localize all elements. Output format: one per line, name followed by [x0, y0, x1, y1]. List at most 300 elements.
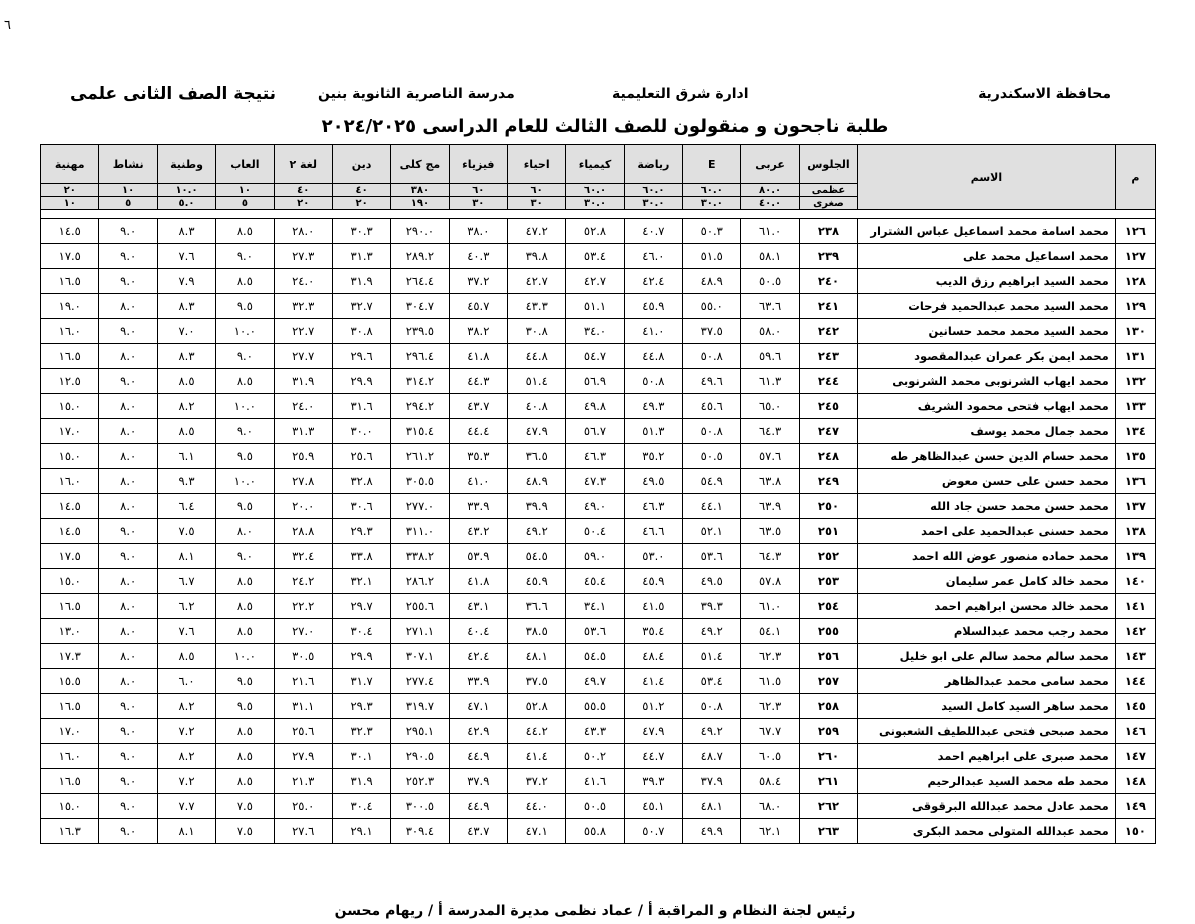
seat-number-cell: ٢٥٦ [799, 644, 857, 669]
score-cell: ٣١٤.٢ [391, 369, 449, 394]
score-cell: ٤٧.١ [507, 819, 565, 844]
seat-number-cell: ٢٤٢ [799, 319, 857, 344]
score-cell: ٨.٥ [216, 769, 274, 794]
row-index-cell: ١٤٨ [1115, 769, 1155, 794]
score-cell: ٦٥.٠ [741, 394, 799, 419]
score-cell: ٤٧.٩ [507, 419, 565, 444]
row-index-cell: ١٢٩ [1115, 294, 1155, 319]
student-name-cell: محمد جمال محمد يوسف [858, 419, 1116, 444]
score-cell: ٤٤.٣ [449, 369, 507, 394]
student-name-cell: محمد السيد محمد محمد حسانين [858, 319, 1116, 344]
score-cell: ١٧.٠ [41, 419, 99, 444]
score-cell: ٧.٦ [157, 619, 215, 644]
score-cell: ٤٨.٩ [507, 469, 565, 494]
score-cell: ٦٢.٣ [741, 644, 799, 669]
score-cell: ٢٨٩.٢ [391, 244, 449, 269]
score-cell: ٢٢.٧ [274, 319, 332, 344]
score-cell: ٨.٠ [216, 519, 274, 544]
score-cell: ٧.٦ [157, 244, 215, 269]
score-cell: ١٦.٣ [41, 819, 99, 844]
score-cell: ٨.٠ [99, 594, 157, 619]
score-cell: ٤٤.٨ [624, 344, 682, 369]
score-cell: ٤٣.٣ [507, 294, 565, 319]
student-name-cell: محمد عبدالله المتولى محمد البكرى [858, 819, 1116, 844]
score-cell: ١٤.٥ [41, 519, 99, 544]
score-cell: ٤٥.١ [624, 794, 682, 819]
student-name-cell: محمد السيد ابراهيم رزق الديب [858, 269, 1116, 294]
score-cell: ٤٩.٩ [683, 819, 741, 844]
score-cell: ١٧.٠ [41, 719, 99, 744]
score-cell: ٨.٢ [157, 694, 215, 719]
col-header-seat: الجلوس [799, 145, 857, 184]
score-cell: ٩.٠ [99, 544, 157, 569]
table-row [41, 494, 1156, 519]
score-cell: ٥٩.٦ [741, 344, 799, 369]
score-cell: ٥٢.١ [683, 519, 741, 544]
score-cell: ٢٩.٩ [332, 369, 390, 394]
score-cell: ٤٤.٨ [507, 344, 565, 369]
score-cell: ٤٩.٧ [566, 669, 624, 694]
score-cell: ٨.١ [157, 544, 215, 569]
score-cell: ١٧.٣ [41, 644, 99, 669]
max-score-cell: ٦٠.٠ [683, 184, 741, 197]
student-name-cell: محمد حسنى عبدالحميد على احمد [858, 519, 1116, 544]
score-cell: ٣١.٩ [332, 269, 390, 294]
score-cell: ٥٠.٥ [683, 444, 741, 469]
score-cell: ٩.٠ [216, 244, 274, 269]
score-cell: ٢٩.٦ [332, 344, 390, 369]
max-score-cell: ٨٠.٠ [741, 184, 799, 197]
score-cell: ٣٠٥.٥ [391, 469, 449, 494]
score-cell: ٢٢.٢ [274, 594, 332, 619]
score-cell: ٨.٠ [99, 569, 157, 594]
score-cell: ٥٠.٧ [624, 819, 682, 844]
governorate-label: محافظة الاسكندرية [978, 86, 1111, 102]
seat-number-cell: ٢٥٤ [799, 594, 857, 619]
score-cell: ١٧.٥ [41, 544, 99, 569]
score-cell: ٦٤.٣ [741, 544, 799, 569]
row-index-cell: ١٢٦ [1115, 219, 1155, 244]
score-cell: ٢٨.٨ [274, 519, 332, 544]
score-cell: ٤٨.٤ [624, 644, 682, 669]
student-name-cell: محمد حماده منصور عوض الله احمد [858, 544, 1116, 569]
score-cell: ٣٢.١ [332, 569, 390, 594]
score-cell: ٩.٥ [216, 294, 274, 319]
score-cell: ٨.٣ [157, 344, 215, 369]
score-cell: ٥٠.٣ [683, 219, 741, 244]
score-cell: ٢٥.٩ [274, 444, 332, 469]
score-cell: ٣٢.٣ [332, 719, 390, 744]
score-cell: ٥١.٤ [683, 644, 741, 669]
score-cell: ٦٢.١ [741, 819, 799, 844]
score-cell: ٤٧.٣ [566, 469, 624, 494]
score-cell: ٣٢.٣ [274, 294, 332, 319]
min-score-cell: ٣٠ [449, 197, 507, 210]
col-header-chemistry: كيمياء [566, 145, 624, 184]
min-score-cell: ٥ [99, 197, 157, 210]
score-cell: ٢٩٠.٥ [391, 744, 449, 769]
score-cell: ٣٢.٤ [274, 544, 332, 569]
col-header-index: م [1115, 145, 1155, 210]
score-cell: ٤٥.٧ [449, 294, 507, 319]
student-name-cell: محمد سامى محمد عبدالظاهر [858, 669, 1116, 694]
score-cell: ٤٣.٧ [449, 819, 507, 844]
score-cell: ٤١.٥ [624, 594, 682, 619]
score-cell: ٤٩.٥ [683, 569, 741, 594]
score-cell: ٨.٥ [216, 219, 274, 244]
score-cell: ٢٩.٩ [332, 644, 390, 669]
seat-number-cell: ٢٥١ [799, 519, 857, 544]
table-row [41, 294, 1156, 319]
min-score-cell: ٣٠ [507, 197, 565, 210]
score-cell: ٦٣.٦ [741, 294, 799, 319]
score-cell: ٣١١.٠ [391, 519, 449, 544]
score-cell: ٧.٠ [157, 319, 215, 344]
seat-number-cell: ٢٣٨ [799, 219, 857, 244]
score-cell: ٩.٥ [216, 694, 274, 719]
row-index-cell: ١٣٦ [1115, 469, 1155, 494]
score-cell: ٨.٥ [216, 569, 274, 594]
score-cell: ٤٩.٦ [683, 369, 741, 394]
table-row [41, 694, 1156, 719]
seat-number-cell: ٢٤٠ [799, 269, 857, 294]
row-index-cell: ١٢٧ [1115, 244, 1155, 269]
score-cell: ٣٠.٤ [332, 619, 390, 644]
score-cell: ٥٠.٨ [683, 344, 741, 369]
row-index-cell: ١٢٨ [1115, 269, 1155, 294]
score-cell: ٤٩.٢ [683, 619, 741, 644]
score-cell: ٧.٥ [157, 519, 215, 544]
score-cell: ١٤.٥ [41, 219, 99, 244]
score-cell: ٤٩.٨ [566, 394, 624, 419]
score-cell: ١٤.٥ [41, 494, 99, 519]
score-cell: ٦.٧ [157, 569, 215, 594]
score-cell: ٣٠٧.١ [391, 644, 449, 669]
score-cell: ٨.٠ [99, 619, 157, 644]
score-cell: ٢٧١.١ [391, 619, 449, 644]
score-cell: ٣٠٤.٧ [391, 294, 449, 319]
score-cell: ٣٤.١ [566, 594, 624, 619]
row-index-cell: ١٣٥ [1115, 444, 1155, 469]
score-cell: ٢٧٧.٠ [391, 494, 449, 519]
table-row [41, 519, 1156, 544]
score-cell: ٢٩.٣ [332, 519, 390, 544]
score-cell: ٤٧.٢ [507, 219, 565, 244]
score-cell: ٢٧.٣ [274, 244, 332, 269]
score-cell: ٩.٠ [99, 269, 157, 294]
score-cell: ٩.٠ [99, 319, 157, 344]
score-cell: ٥٠.٨ [683, 419, 741, 444]
score-cell: ٤٢.٩ [449, 719, 507, 744]
student-name-cell: محمد صبرى على ابراهيم احمد [858, 744, 1116, 769]
score-cell: ٢٥.٦ [274, 719, 332, 744]
score-cell: ٥٧.٦ [741, 444, 799, 469]
score-cell: ٥٣.٦ [683, 544, 741, 569]
score-cell: ٢٦٤.٤ [391, 269, 449, 294]
col-header-biology: احياء [507, 145, 565, 184]
score-cell: ٣٢.٨ [332, 469, 390, 494]
min-label: صغرى [799, 197, 857, 210]
score-cell: ٣٠.٤ [332, 794, 390, 819]
score-cell: ٨.٢ [157, 394, 215, 419]
score-cell: ٣٠٠.٥ [391, 794, 449, 819]
score-cell: ٢٥٢.٣ [391, 769, 449, 794]
student-name-cell: محمد سالم محمد سالم على ابو خليل [858, 644, 1116, 669]
score-cell: ٩.٣ [157, 469, 215, 494]
score-cell: ٤١.٤ [624, 669, 682, 694]
max-score-cell: ٦٠.٠ [566, 184, 624, 197]
score-cell: ٤٠.٣ [449, 244, 507, 269]
row-index-cell: ١٣٤ [1115, 419, 1155, 444]
score-cell: ٢٧.٠ [274, 619, 332, 644]
score-cell: ٥٠.٥ [741, 269, 799, 294]
score-cell: ٥٢.٨ [507, 694, 565, 719]
row-index-cell: ١٥٠ [1115, 819, 1155, 844]
score-cell: ٤٧.١ [449, 694, 507, 719]
score-cell: ٦٨.٠ [741, 794, 799, 819]
min-score-cell: ٣٠.٠ [683, 197, 741, 210]
table-row [41, 819, 1156, 844]
administration-label: ادارة شرق التعليمية [612, 86, 749, 102]
score-cell: ٥٧.٨ [741, 569, 799, 594]
score-cell: ٩.٠ [99, 719, 157, 744]
score-cell: ٩.٠ [99, 769, 157, 794]
col-header-math: رياضة [624, 145, 682, 184]
score-cell: ١٥.٠ [41, 569, 99, 594]
score-cell: ٦١.٠ [741, 219, 799, 244]
score-cell: ٣٠.٨ [507, 319, 565, 344]
score-cell: ٨.٠ [99, 419, 157, 444]
score-cell: ٣٧.٥ [683, 319, 741, 344]
score-cell: ٣٨.٠ [449, 219, 507, 244]
col-header-arabic: عربى [741, 145, 799, 184]
score-cell: ٨.٥ [216, 744, 274, 769]
score-cell: ٦.٠ [157, 669, 215, 694]
max-score-cell: ٣٨٠ [391, 184, 449, 197]
score-cell: ٤٠.٤ [449, 619, 507, 644]
score-cell: ٤١.٨ [449, 569, 507, 594]
score-cell: ٥٨.١ [741, 244, 799, 269]
score-cell: ١٦.٠ [41, 469, 99, 494]
score-cell: ٣٧.٩ [449, 769, 507, 794]
score-cell: ٦٤.٣ [741, 419, 799, 444]
score-cell: ٤١.٨ [449, 344, 507, 369]
row-index-cell: ١٤٣ [1115, 644, 1155, 669]
page-number: ٦ [4, 18, 11, 33]
score-cell: ٤٣.١ [449, 594, 507, 619]
score-cell: ٣٤.٠ [566, 319, 624, 344]
score-cell: ٤٢.٧ [507, 269, 565, 294]
seat-number-cell: ٢٦٠ [799, 744, 857, 769]
student-name-cell: محمد خالد محسن ابراهيم احمد [858, 594, 1116, 619]
row-index-cell: ١٤٩ [1115, 794, 1155, 819]
score-cell: ١٦.٥ [41, 769, 99, 794]
min-score-cell: ٢٠ [274, 197, 332, 210]
score-cell: ٤١.٦ [566, 769, 624, 794]
score-cell: ٥١.٤ [507, 369, 565, 394]
score-cell: ٦.٢ [157, 594, 215, 619]
score-cell: ٢١.٣ [274, 769, 332, 794]
score-cell: ٧.٥ [216, 794, 274, 819]
score-cell: ٧.٧ [157, 794, 215, 819]
score-cell: ٦٠.٥ [741, 744, 799, 769]
header-row [41, 145, 1156, 184]
table-row [41, 769, 1156, 794]
score-cell: ٨.٠ [99, 669, 157, 694]
score-cell: ٩.٠ [216, 544, 274, 569]
score-cell: ٣٧.٢ [449, 269, 507, 294]
score-cell: ٣١.٩ [332, 769, 390, 794]
grade-rows [41, 219, 1156, 844]
score-cell: ٢٨٦.٢ [391, 569, 449, 594]
score-cell: ٥٥.٨ [566, 819, 624, 844]
score-cell: ٩.٠ [99, 794, 157, 819]
score-cell: ٤٢.٧ [566, 269, 624, 294]
student-name-cell: محمد اسامة محمد اسماعيل عباس الشترار [858, 219, 1116, 244]
col-header-physics: فيزياء [449, 145, 507, 184]
score-cell: ٨.٥ [216, 269, 274, 294]
table-row [41, 394, 1156, 419]
score-cell: ٣٧.٢ [507, 769, 565, 794]
score-cell: ٧.٢ [157, 719, 215, 744]
score-cell: ٥٨.٠ [741, 319, 799, 344]
student-name-cell: محمد ايهاب فتحى محمود الشريف [858, 394, 1116, 419]
min-score-cell: ٢٠ [332, 197, 390, 210]
score-cell: ٨.٣ [157, 294, 215, 319]
score-cell: ٣٩.٣ [683, 594, 741, 619]
seat-number-cell: ٢٥٧ [799, 669, 857, 694]
score-cell: ٤٤.١ [683, 494, 741, 519]
score-cell: ٣١٥.٤ [391, 419, 449, 444]
seat-number-cell: ٢٥٠ [799, 494, 857, 519]
score-cell: ٥٦.٩ [566, 369, 624, 394]
max-score-cell: ١٠ [216, 184, 274, 197]
score-cell: ٢٧.٨ [274, 469, 332, 494]
table-row [41, 544, 1156, 569]
score-cell: ٣٥.٤ [624, 619, 682, 644]
score-cell: ٢٥.٦ [332, 444, 390, 469]
row-index-cell: ١٤٤ [1115, 669, 1155, 694]
score-cell: ٩.٥ [216, 444, 274, 469]
student-name-cell: محمد حسام الدين حسن عبدالظاهر طه [858, 444, 1116, 469]
score-cell: ٩.٠ [99, 244, 157, 269]
score-cell: ٣١.١ [274, 694, 332, 719]
score-cell: ٣٩.٣ [624, 769, 682, 794]
seat-number-cell: ٢٦١ [799, 769, 857, 794]
score-cell: ٨.١ [157, 819, 215, 844]
score-cell: ١٦.٠ [41, 744, 99, 769]
score-cell: ٩.٠ [216, 419, 274, 444]
seat-number-cell: ٢٤٣ [799, 344, 857, 369]
signatures-footer: رئيس لجنة النظام و المراقبة أ / عماد نظمى مديرة المدرسة أ / ريهام محسن [334, 903, 856, 919]
table-row [41, 794, 1156, 819]
max-score-cell: ١٠ [99, 184, 157, 197]
score-cell: ٨.٣ [157, 219, 215, 244]
score-cell: ٤٦.٣ [566, 444, 624, 469]
score-cell: ٨.٠ [99, 294, 157, 319]
score-cell: ٥٠.٢ [566, 744, 624, 769]
max-score-cell: ٢٠ [41, 184, 99, 197]
table-row [41, 719, 1156, 744]
seat-number-cell: ٢٦٣ [799, 819, 857, 844]
score-cell: ٤٥.٩ [507, 569, 565, 594]
score-cell: ٤٩.٥ [624, 469, 682, 494]
score-cell: ٥٦.٧ [566, 419, 624, 444]
page-subtitle: طلبة ناجحون و منقولون للصف الثالث للعام الدراسى ٢٠٢٤/٢٠٢٥ [321, 116, 889, 137]
score-cell: ٨.٥ [216, 369, 274, 394]
col-header-sports: العاب [216, 145, 274, 184]
score-cell: ٢٧٧.٤ [391, 669, 449, 694]
score-cell: ٥١.٣ [624, 419, 682, 444]
score-cell: ٥١.٥ [683, 244, 741, 269]
table-row [41, 569, 1156, 594]
table-row [41, 469, 1156, 494]
row-index-cell: ١٤٦ [1115, 719, 1155, 744]
score-cell: ٩.٠ [99, 744, 157, 769]
seat-number-cell: ٢٤٨ [799, 444, 857, 469]
score-cell: ٤٤.٢ [507, 719, 565, 744]
score-cell: ٣٣.٨ [332, 544, 390, 569]
score-cell: ٤٣.٧ [449, 394, 507, 419]
score-cell: ٤٥.٦ [683, 394, 741, 419]
score-cell: ٢٥٥.٦ [391, 594, 449, 619]
score-cell: ٩.٥ [216, 669, 274, 694]
student-name-cell: محمد عادل محمد عبدالله البرقوقى [858, 794, 1116, 819]
score-cell: ٩.٠ [99, 219, 157, 244]
score-cell: ٢٦١.٢ [391, 444, 449, 469]
row-index-cell: ١٤١ [1115, 594, 1155, 619]
school-label: مدرسة الناصرية الثانوية بنين [318, 86, 515, 102]
score-cell: ٢٩.٣ [332, 694, 390, 719]
table-row [41, 669, 1156, 694]
score-cell: ٣١.٣ [332, 244, 390, 269]
score-cell: ٤٩.٠ [566, 494, 624, 519]
score-cell: ٣٧.٥ [507, 669, 565, 694]
score-cell: ٤٢.٤ [624, 269, 682, 294]
score-cell: ٥٨.٤ [741, 769, 799, 794]
table-row [41, 369, 1156, 394]
seat-number-cell: ٢٥٣ [799, 569, 857, 594]
score-cell: ٥٤.٥ [566, 644, 624, 669]
score-cell: ١٣.٠ [41, 619, 99, 644]
score-cell: ٥٣.٦ [566, 619, 624, 644]
score-cell: ٥٤.١ [741, 619, 799, 644]
score-cell: ٢٤.٠ [274, 394, 332, 419]
score-cell: ٧.٢ [157, 769, 215, 794]
score-cell: ٤٨.١ [507, 644, 565, 669]
score-cell: ٣٠.٨ [332, 319, 390, 344]
row-index-cell: ١٣٣ [1115, 394, 1155, 419]
col-header-english: E [683, 145, 741, 184]
score-cell: ٦٢.٣ [741, 694, 799, 719]
score-cell: ٥١.٢ [624, 694, 682, 719]
score-cell: ٨.٥ [157, 369, 215, 394]
max-score-cell: ٦٠.٠ [624, 184, 682, 197]
score-cell: ٤٨.٧ [683, 744, 741, 769]
student-name-cell: محمد طه محمد السيد عبدالرحيم [858, 769, 1116, 794]
score-cell: ٤٩.٢ [683, 719, 741, 744]
score-cell: ٤٧.٩ [624, 719, 682, 744]
max-score-cell: ٦٠ [449, 184, 507, 197]
score-cell: ٦١.٠ [741, 594, 799, 619]
row-index-cell: ١٣١ [1115, 344, 1155, 369]
score-cell: ٤٢.٤ [449, 644, 507, 669]
score-cell: ٢٩٠.٠ [391, 219, 449, 244]
row-index-cell: ١٣٧ [1115, 494, 1155, 519]
seat-number-cell: ٢٣٩ [799, 244, 857, 269]
score-cell: ١٠.٠ [216, 469, 274, 494]
score-cell: ١٦.٥ [41, 269, 99, 294]
